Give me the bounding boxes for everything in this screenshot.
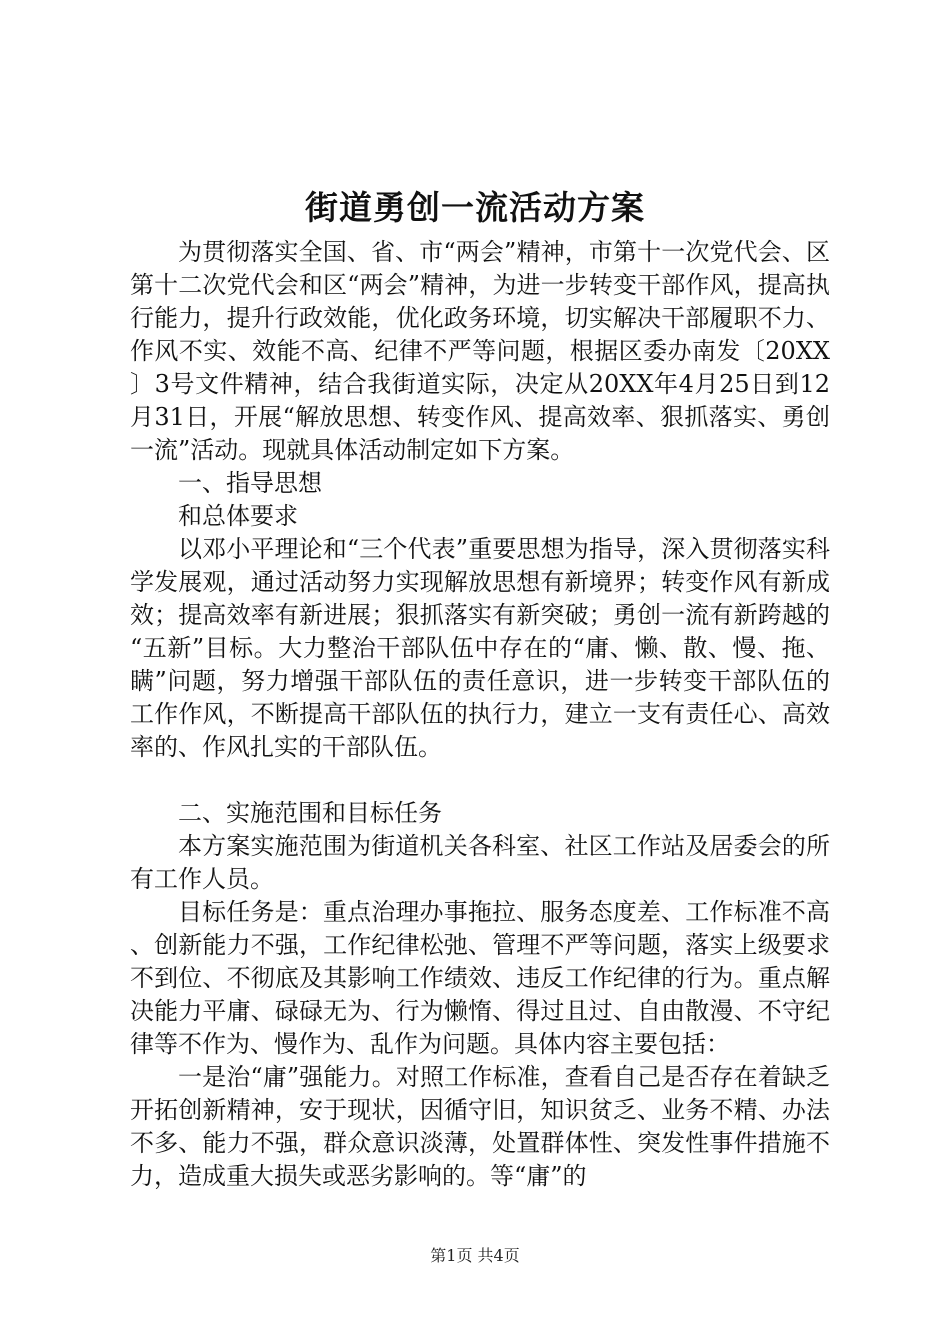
section-heading-guiding-thought: 一、指导思想 xyxy=(178,469,322,497)
paragraph-scope: 本方案实施范围为街道机关各科室、社区工作站及居委会的所有工作人员。 xyxy=(130,832,830,893)
paragraph-target-tasks: 目标任务是：重点治理办事拖拉、服务态度差、工作标准不高、创新能力不强，工作纪律松弛、管理不严等问题，落实上级要求不到位、不彻底及其影响工作绩效、违反工作纪律的行为。重点解决能力平庸、碌碌无为、行为懒惰、得过且过、自由散漫、不守纪律等不作为、慢作为、乱作为问题。具体内容主要包括： xyxy=(130,898,830,1058)
document-title: 街道勇创一流活动方案 xyxy=(305,188,645,227)
paragraph-first-item: 一是治“庸”强能力。对照工作标准，查看自己是否存在着缺乏开拓创新精神，安于现状，因循守旧，知识贫乏、业务不精、办法不多、能力不强，群众意识淡薄，处置群体性、突发性事件措施不力，造成重大损失或恶劣影响的。等“庸”的 xyxy=(130,1063,830,1190)
section-heading-overall-requirements: 和总体要求 xyxy=(178,502,298,530)
paragraph-intro: 为贯彻落实全国、省、市“两会”精神，市第十一次党代会、区第十二次党代会和区“两会”精神，为进一步转变干部作风，提高执行能力，提升行政效能，优化政务环境，切实解决干部履职不力、作风不实、效能不高、纪律不严等问题，根据区委办南发〔20XX〕3号文件精神，结合我街道实际，决定从20XX年4月25日到12月31日，开展“解放思想、转变作风、提高效率、狠抓落实、勇创一流”活动。现就具体活动制定如下方案。 xyxy=(130,238,830,464)
paragraph-guiding-thought: 以邓小平理论和“三个代表”重要思想为指导，深入贯彻落实科学发展观，通过活动努力实现解放思想有新境界；转变作风有新成效；提高效率有新进展；狠抓落实有新突破；勇创一流有新跨越的“五新”目标。大力整治干部队伍中存在的“庸、懒、散、慢、拖、瞒”问题，努力增强干部队伍的责任意识，进一步转变干部队伍的工作作风，不断提高干部队伍的执行力，建立一支有责任心、高效率的、作风扎实的干部队伍。 xyxy=(130,535,830,761)
document-body xyxy=(130,236,830,1193)
blank-line xyxy=(130,764,830,797)
section-heading-scope-and-tasks: 二、实施范围和目标任务 xyxy=(178,799,442,827)
page-number-footer: 第1页 共4页 xyxy=(430,1246,520,1265)
